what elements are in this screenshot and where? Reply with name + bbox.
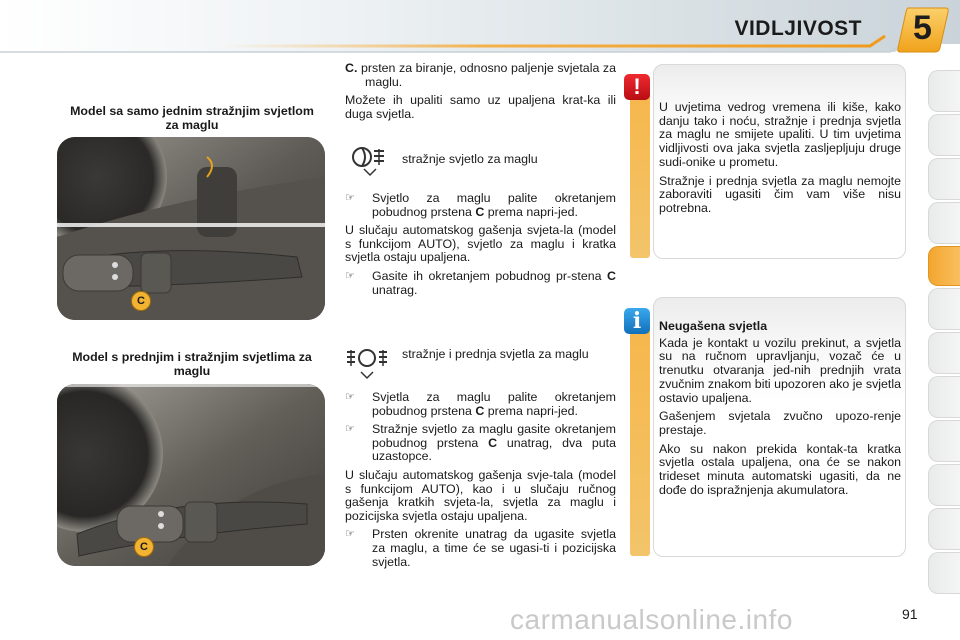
- label-c-marker: C: [134, 537, 154, 557]
- hand-pointer-icon: ☞: [345, 391, 355, 403]
- watermark: carmanualsonline.info: [510, 604, 793, 635]
- middle-block-1: [345, 192, 616, 297]
- rear-fog-icon-label: stražnje svjetlo za maglu: [402, 152, 538, 166]
- hand-pointer-icon: ☞: [345, 528, 355, 541]
- stalk-photo-front-rear-fog: [57, 384, 325, 566]
- hand-pointer-icon: ☞: [345, 423, 355, 436]
- middle-block-2: [345, 391, 616, 569]
- chapter-number-badge: [896, 6, 950, 54]
- c-letter: C.: [345, 61, 358, 75]
- intro-text: Možete ih upaliti samo uz upaljena krat-ka ili duga svjetla.: [345, 93, 616, 121]
- chapter-tab[interactable]: [928, 158, 960, 200]
- chapter-number: 5: [913, 9, 932, 47]
- bullet-turn-back-2: ☞ Prsten okrenite unatrag da ugasite svjetla za maglu, a time će se ugasi-ti i pozicijska svjetla.: [345, 527, 616, 569]
- front-rear-fog-icon-label: stražnje i prednja svjetla za maglu: [402, 347, 589, 361]
- warning-icon: !: [624, 74, 650, 100]
- chapter-tab[interactable]: [928, 464, 960, 506]
- info-paragraph-1: Kada je kontakt u vozilu prekinut, a svjetla su na ručnom upravljanju, vozač će u trenutku otvaranja jed-nih prednjih vrata zvučnim znakom biti upozoren ako je svjetla ostavio upaljena.: [659, 335, 901, 405]
- info-note: [653, 297, 906, 557]
- rear-fog-light-icon: [350, 141, 390, 181]
- c-definition: [345, 62, 616, 89]
- chapter-tab-active[interactable]: [928, 246, 960, 286]
- chapter-tab[interactable]: [928, 376, 960, 418]
- auto-off-paragraph-2: U slučaju automatskog gašenja svje-tala (model s funkcijom AUTO), kao i u slučaju ručnog gašenja kratkih svjeta-la, svjetla za maglu i pozicijska svjetla ostaju upaljena.: [345, 467, 616, 523]
- caption-front-rear-fog: Model s prednjim i stražnjim svjetlima za maglu: [72, 350, 312, 378]
- middle-column: [345, 62, 616, 121]
- chapter-title: VIDLJIVOST: [734, 17, 862, 40]
- auto-off-paragraph: U slučaju automatskog gašenja svjeta-la (model s funkcijom AUTO), svjetlo za maglu i kratka svjetla ostaju upaljena.: [345, 223, 616, 265]
- chapter-tab[interactable]: [928, 552, 960, 594]
- bullet-turn-back: ☞ Gasite ih okretanjem pobudnog pr-stena C unatrag.: [345, 268, 616, 297]
- warning-paragraph-2: Stražnje i prednja svjetla za maglu nemojte zaboraviti ugasiti čim vam više nisu potrebna.: [659, 173, 901, 215]
- warning-note: [653, 64, 906, 259]
- info-text: [659, 320, 901, 497]
- chapter-tab[interactable]: [928, 288, 960, 330]
- bullet-turn-forward-2: ☞ Svjetla za maglu palite okretanjem pobudnog prstena C prema napri-jed.: [345, 390, 616, 418]
- page-number: 91: [902, 606, 918, 622]
- hand-pointer-icon: ☞: [345, 269, 355, 282]
- hand-pointer-icon: ☞: [345, 192, 355, 204]
- chapter-tab[interactable]: [928, 202, 960, 244]
- warning-paragraph-1: U uvjetima vedrog vremena ili kiše, kako danju tako i noću, stražnje i prednja svjetla za maglu ne smijete upaliti. U tim uvjetima vidljivosti ova jaka svjetla zasljepljuju druge sudi-onike u prometu.: [659, 100, 901, 169]
- c-text: prsten za biranje, odnosno paljenje svjetala za maglu.: [361, 61, 617, 89]
- label-c-marker: C: [131, 291, 151, 311]
- bullet-turn-forward: ☞ Svjetlo za maglu palite okretanjem pobudnog prstena C prema napri-jed.: [345, 191, 616, 219]
- warning-text: [659, 101, 901, 216]
- chapter-tab[interactable]: [928, 114, 960, 156]
- chapter-tab[interactable]: [928, 508, 960, 550]
- caption-single-rear-fog: Model sa samo jednim stražnjim svjetlom za maglu: [70, 104, 314, 132]
- info-icon: i: [624, 308, 650, 334]
- info-title: Neugašena svjetla: [659, 319, 768, 333]
- info-paragraph-2: Gašenjem svjetala zvučno upozo-renje prestaje.: [659, 409, 901, 437]
- info-paragraph-3: Ako su nakon prekida kontak-ta kratka svjetla ostala upaljena, ona će se nakon trideset minuta automatski ugasiti, da ne dođe do ispražnjenja akumulatora.: [659, 441, 901, 497]
- bullet-rear-off: ☞ Stražnje svjetlo za maglu gasite okretanjem pobudnog prstena C unatrag, dva puta uzastopce.: [345, 422, 617, 464]
- chapter-tab[interactable]: [928, 70, 960, 112]
- stalk-photo-single-rear-fog: [57, 137, 325, 320]
- chapter-tab[interactable]: [928, 332, 960, 374]
- chapter-tab[interactable]: [928, 420, 960, 462]
- front-rear-fog-light-icon: [345, 340, 389, 384]
